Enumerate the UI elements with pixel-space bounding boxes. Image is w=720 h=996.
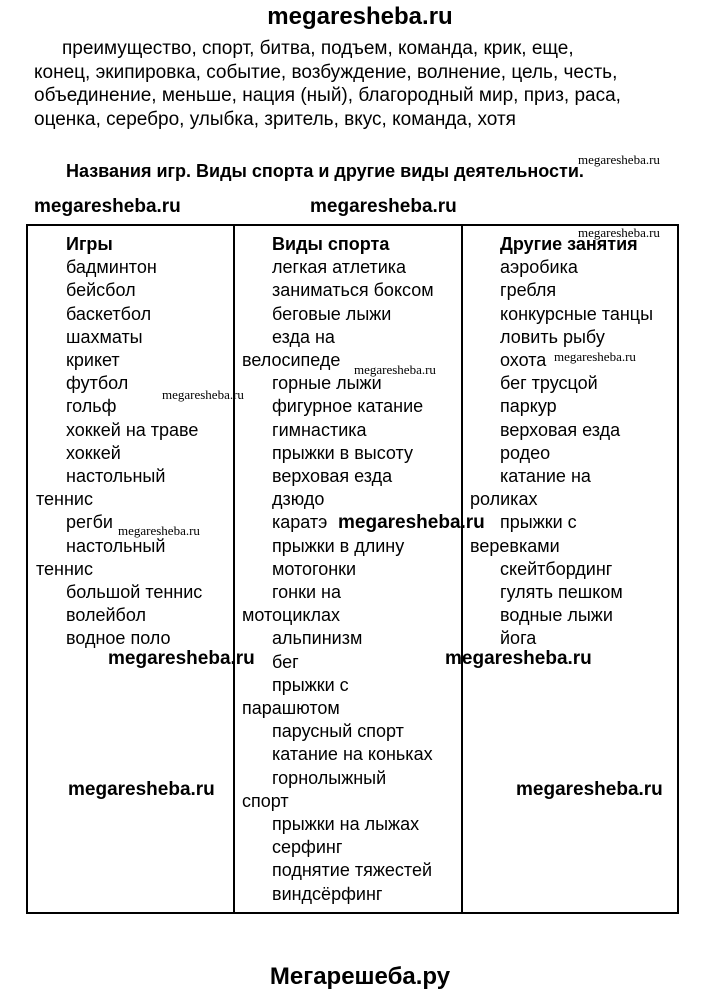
- table-cell: серфинг: [272, 837, 343, 858]
- footer-title: Мегарешеба.ру: [269, 963, 451, 990]
- table-cell: аэробика: [500, 257, 578, 278]
- site-title: megaresheba.ru: [267, 3, 453, 30]
- table-cell: прыжки с: [500, 512, 577, 533]
- table-cell: настольный: [66, 466, 166, 487]
- table-cell: гулять пешком: [500, 582, 623, 603]
- table-cell: крикет: [66, 350, 120, 371]
- intro-line: объединение, меньше, нация (ный), благородный мир, приз, раса,: [34, 85, 621, 106]
- table-cell: водное поло: [66, 628, 171, 649]
- watermark-small: megaresheba.ru: [162, 387, 244, 402]
- table-cell: баскетбол: [66, 303, 152, 324]
- table-cell: бейсбол: [66, 280, 136, 301]
- column-divider: [233, 224, 235, 914]
- table-cell: езда на: [272, 326, 335, 347]
- table-cell: беговые лыжи: [272, 303, 392, 324]
- table-cell: заниматься боксом: [272, 280, 434, 301]
- table-cell: парусный спорт: [272, 721, 404, 742]
- table-cell: йога: [500, 628, 537, 649]
- table-cell: горнолыжный: [272, 767, 387, 788]
- table-cell: футбол: [66, 373, 129, 394]
- intro-line: преимущество, спорт, битва, подъем, команда, крик, еще,: [62, 38, 574, 59]
- column-header: Другие занятия: [500, 234, 638, 254]
- table-cell: фигурное катание: [272, 396, 424, 417]
- table-cell: хоккей на траве: [66, 419, 199, 440]
- watermark: megaresheba.ru: [68, 779, 215, 800]
- table-cell: большой теннис: [66, 582, 203, 603]
- table-cell: прыжки в высоту: [272, 442, 413, 463]
- watermark: megaresheba.ru: [516, 779, 663, 800]
- column-header: Виды спорта: [272, 234, 390, 254]
- table-cell: настольный: [66, 535, 166, 556]
- watermark: megaresheba.ru: [445, 648, 592, 669]
- table-cell: гимнастика: [272, 419, 367, 440]
- table-cell: парашютом: [242, 698, 340, 719]
- table-cell: ловить рыбу: [500, 326, 605, 347]
- table-cell: шахматы: [66, 326, 143, 347]
- column-header: Игры: [66, 234, 113, 254]
- table-cell: прыжки на лыжах: [272, 814, 420, 835]
- table-cell: горные лыжи: [272, 373, 382, 394]
- watermark: megaresheba.ru: [310, 196, 457, 217]
- watermark-small: megaresheba.ru: [354, 362, 436, 377]
- table-cell: гребля: [500, 280, 557, 301]
- table-cell: велосипеде: [242, 350, 341, 371]
- table-cell: регби: [66, 512, 113, 533]
- table-cell: родео: [500, 442, 551, 463]
- games-column: [36, 233, 202, 651]
- column-divider: [461, 224, 463, 914]
- intro-paragraph: [34, 37, 694, 131]
- table-cell: верховая езда: [272, 466, 393, 487]
- table-cell: гонки на: [272, 582, 342, 603]
- table-cell: прыжки с: [272, 674, 349, 695]
- table-cell: веревками: [470, 535, 560, 556]
- watermark: megaresheba.ru: [34, 196, 181, 217]
- table-cell: мотогонки: [272, 558, 357, 579]
- table-cell: бег трусцой: [500, 373, 598, 394]
- table-cell: катание на: [500, 466, 591, 487]
- table-cell: теннис: [36, 558, 93, 579]
- watermark: megaresheba.ru: [108, 648, 255, 669]
- watermark-small: megaresheba.ru: [118, 523, 200, 538]
- table-cell: гольф: [66, 396, 117, 417]
- table-cell: поднятие тяжестей: [272, 860, 433, 881]
- intro-line: конец, экипировка, событие, возбуждение, волнение, цель, честь,: [34, 61, 618, 83]
- table-cell: мотоциклах: [242, 605, 340, 626]
- table-cell: прыжки в длину: [272, 535, 405, 556]
- table-cell: каратэ: [272, 512, 328, 533]
- table-cell: дзюдо: [272, 489, 325, 510]
- table-cell: катание на коньках: [272, 744, 433, 765]
- intro-line: оценка, серебро, улыбка, зритель, вкус, команда, хотя: [34, 108, 516, 130]
- table-cell: альпинизм: [272, 628, 363, 649]
- table-cell: легкая атлетика: [272, 257, 407, 278]
- sports-column: [242, 233, 434, 906]
- table-cell: бадминтон: [66, 257, 157, 278]
- table-cell: волейбол: [66, 605, 146, 626]
- table-cell: хоккей: [66, 442, 121, 463]
- other-activities-column: [470, 233, 653, 651]
- table-cell: спорт: [242, 790, 289, 811]
- table-cell: охота: [500, 350, 547, 371]
- table-cell: паркур: [500, 396, 557, 417]
- watermark-small: megaresheba.ru: [578, 225, 660, 240]
- table-cell: водные лыжи: [500, 605, 613, 626]
- section-heading: Названия игр. Виды спорта и другие виды деятельности.: [66, 161, 584, 181]
- table-cell: роликах: [470, 489, 538, 510]
- table-cell: теннис: [36, 489, 93, 510]
- watermark-small: megaresheba.ru: [554, 349, 636, 364]
- table-cell: виндсёрфинг: [272, 883, 383, 904]
- table-cell: верховая езда: [500, 419, 621, 440]
- table-cell: конкурсные танцы: [500, 303, 654, 324]
- watermark: megaresheba.ru: [338, 512, 485, 533]
- watermark-small: megaresheba.ru: [578, 152, 660, 167]
- table-cell: бег: [272, 651, 299, 672]
- table-cell: скейтбординг: [500, 558, 613, 579]
